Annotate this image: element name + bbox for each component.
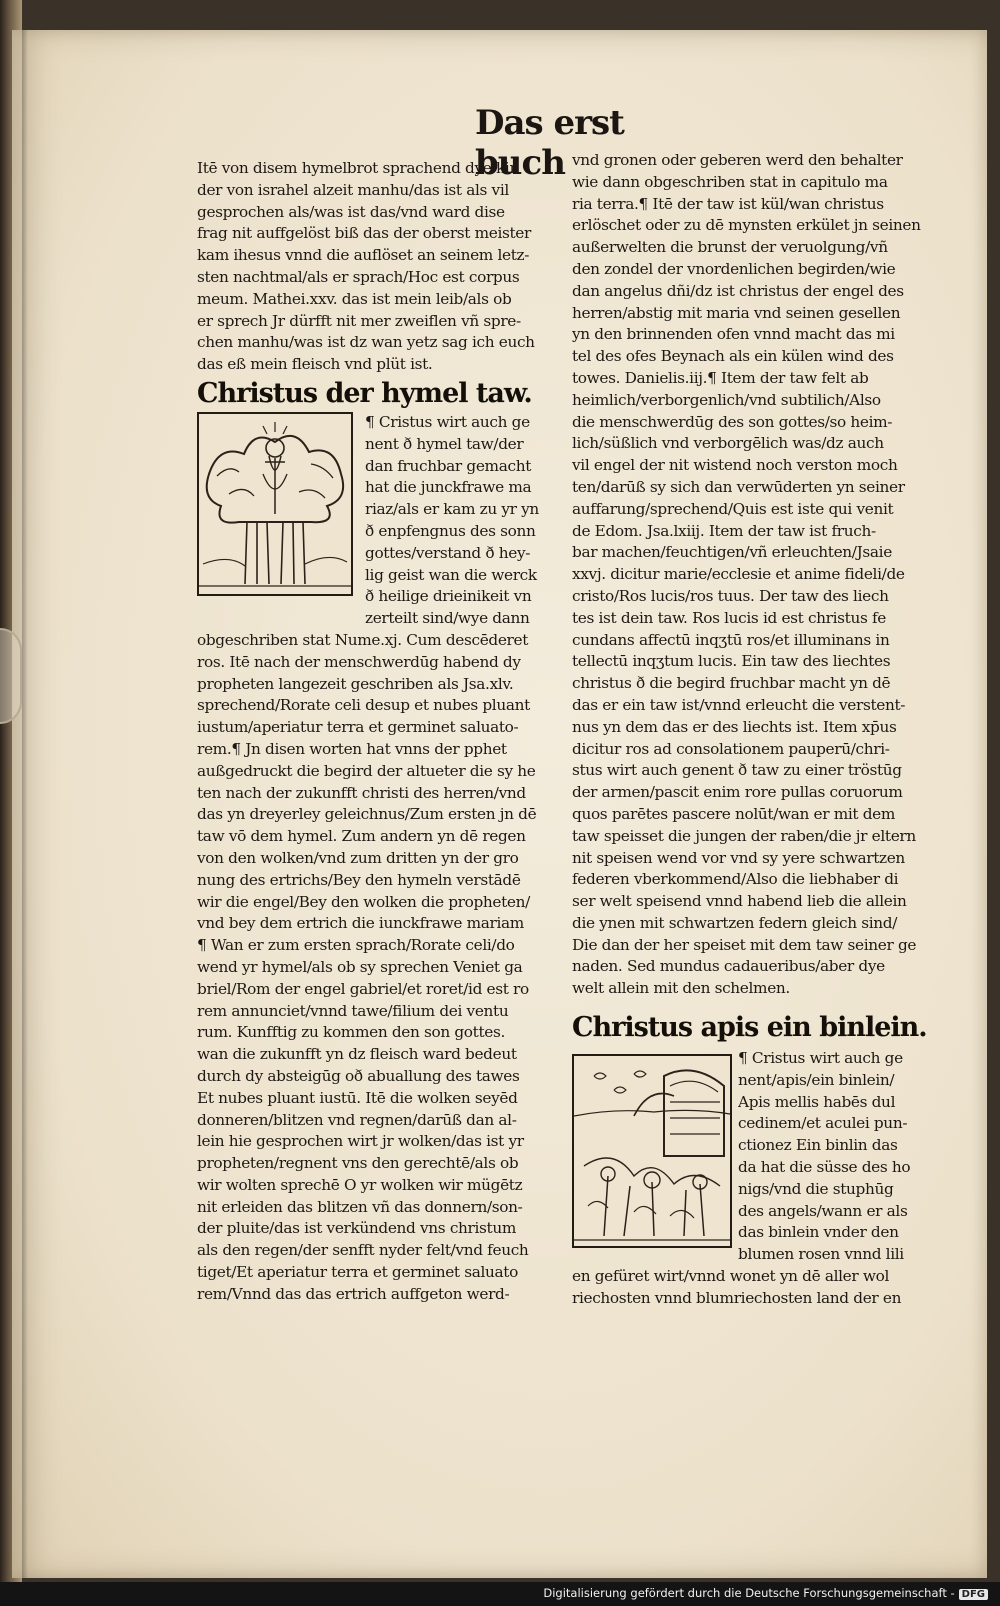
text-line: vnd gronen oder geberen werd den behalter	[572, 151, 903, 169]
text-line: außgedruckt die begird der altueter die sy he	[197, 761, 536, 780]
text-line: vnd bey dem ertrich die iunckfrawe mariam	[197, 914, 524, 933]
left-text-top	[197, 158, 549, 376]
text-line: das binlein vnder den	[738, 1223, 899, 1242]
text-line: ¶ Cristus wirt auch ge	[365, 412, 530, 431]
left-figure-lines	[365, 412, 551, 630]
text-line: obgeschriben stat Nume.xj. Cum descēderet	[197, 630, 529, 649]
text-line: durch dy absteigūg oð abuallung des tawes	[197, 1066, 520, 1085]
text-line: dan angelus dñi/dz ist christus der engel des	[572, 281, 904, 300]
text-line: nent ð hymel taw/der	[365, 434, 524, 453]
text-line: des angels/wann er als	[738, 1201, 908, 1220]
text-line: der pluite/das ist verkündend vns christum	[197, 1219, 516, 1238]
text-line: cundans affectū inqʒtū ros/et illuminans in	[572, 630, 890, 649]
text-line: rem annunciet/vnnd tawe/filium dei ventu	[197, 1001, 509, 1020]
text-line: als den regen/der senfft nyder felt/vnd feuch	[197, 1241, 529, 1260]
text-line: cristo/Ros lucis/ros tuus. Der taw des liech	[572, 586, 889, 605]
text-line: chen manhu/was ist dz wan yetz sag ich euch	[197, 333, 535, 352]
text-line: kam ihesus vnnd die auflöset an seinem letz-	[197, 246, 530, 265]
text-line: propheten/regnent vns den gerechtē/als ob	[197, 1154, 519, 1173]
text-line: ten nach der zukunfft christi des herren/vnd	[197, 783, 526, 802]
text-line: tel des ofes Beynach als ein külen wind des	[572, 347, 894, 366]
text-line: Die dan der her speiset mit dem taw seiner ge	[572, 935, 917, 954]
text-line: tellectū inqʒtum lucis. Ein taw des liechtes	[572, 652, 891, 671]
text-line: nit speisen wend vor vnd sy yere schwartzen	[572, 848, 905, 867]
text-line: stus wirt auch genent ð taw zu einer tröstūg	[572, 761, 902, 780]
text-line: das er ein taw ist/vnnd erleucht die verstent-	[572, 695, 906, 714]
text-line: propheten langezeit geschriben als Jsa.xlv.	[197, 674, 514, 693]
text-line: naden. Sed mundus cadaueribus/aber dye	[572, 957, 885, 976]
text-line: vil engel der nit wistend noch verston moch	[572, 456, 898, 475]
text-line: quos parētes pascere nolūt/wan er mit dem	[572, 804, 896, 823]
text-line: ¶ Cristus wirt auch ge	[738, 1049, 903, 1068]
text-line: federen vberkommend/Also die liebhaber di	[572, 870, 899, 889]
text-line: en gefüret wirt/vnnd wonet yn dē aller wol	[572, 1267, 890, 1286]
woodcut-christ-dew	[197, 412, 353, 596]
text-line: Itē von disem hymelbrot sprachend dye kin	[197, 159, 519, 177]
text-line: ser welt speisend vnnd habend lieb die allein	[572, 892, 907, 911]
text-line: herren/abstig mit maria vnd seinen gesellen	[572, 303, 901, 322]
woodcut-bee	[572, 1054, 732, 1248]
text-line: riechosten vnnd blumriechosten land der en	[572, 1288, 902, 1307]
text-line: nent/apis/ein binlein/	[738, 1070, 895, 1089]
text-line: briel/Rom der engel gabriel/et roret/id est ro	[197, 979, 529, 998]
left-column	[197, 158, 549, 1306]
right-column	[572, 150, 927, 1310]
text-line: erlöschet oder zu dē mynsten erkület jn seinen	[572, 216, 921, 235]
text-line: welt allein mit den schelmen.	[572, 979, 790, 998]
text-line: heimlich/verborgenlich/vnd subtilich/Also	[572, 390, 881, 409]
text-line: da hat die süsse des ho	[738, 1158, 911, 1177]
text-line: ð heilige drieinikeit vn	[365, 587, 532, 606]
text-line: dicitur ros ad consolationem pauperū/chri-	[572, 739, 890, 758]
text-line: donneren/blitzen vnd regnen/darūß dan al-	[197, 1110, 517, 1129]
text-line: Apis mellis habēs dul	[738, 1092, 896, 1111]
text-line: meum. Mathei.xxv. das ist mein leib/als ob	[197, 289, 512, 308]
text-line: ria terra.¶ Itē der taw ist kül/wan christus	[572, 194, 884, 213]
text-line: rem.¶ Jn disen worten hat vnns der pphet	[197, 739, 507, 758]
text-line: die menschwerdūg des son gottes/so heim-	[572, 412, 893, 431]
right-text-bottom	[572, 1266, 924, 1310]
text-line: der von israhel alzeit manhu/das ist als vil	[197, 180, 509, 199]
section-heading-bee: Christus apis ein binlein.	[572, 1012, 927, 1044]
text-line: xxvj. dicitur marie/ecclesie et anime fideli/de	[572, 565, 905, 584]
text-line: nigs/vnd die stuphūg	[738, 1179, 894, 1198]
right-figure-block	[572, 1048, 924, 1266]
text-line: die ynen mit schwartzen federn gleich sind/	[572, 913, 898, 932]
text-line: ¶ Wan er zum ersten sprach/Rorate celi/do	[197, 936, 515, 955]
text-line: ð enpfengnus des sonn	[365, 521, 536, 540]
text-line: den zondel der vnordenlichen begirden/wie	[572, 259, 896, 278]
text-line: wend yr hymel/als ob sy sprechen Veniet ga	[197, 957, 523, 976]
text-line: gesprochen als/was ist das/vnd ward dise	[197, 202, 505, 221]
text-line: tes ist dein taw. Ros lucis id est christus fe	[572, 608, 887, 627]
text-line: von den wolken/vnd zum dritten yn der gro	[197, 848, 519, 867]
text-line: Et nubes pluant iustū. Itē die wolken seyēd	[197, 1088, 518, 1107]
left-figure-block	[197, 412, 549, 630]
running-head: Das erst buch	[475, 103, 624, 183]
section-heading-dew: Christus der hymel taw.	[197, 377, 532, 409]
text-line: lich/süßlich vnd verborgēlich was/dz auch	[572, 434, 884, 453]
text-line: tiget/Et aperiatur terra et germinet saluato	[197, 1263, 518, 1282]
right-text-top	[572, 150, 924, 1000]
page-gutter-shadow	[22, 30, 28, 1578]
text-line: außerwelten die brunst der veruolgung/vñ	[572, 238, 888, 257]
text-line: yn den brinnenden ofen vnnd macht das mi	[572, 325, 895, 344]
text-line: rum. Kunfftig zu kommen den son gottes.	[197, 1023, 505, 1042]
text-line: blumen rosen vnnd lili	[738, 1245, 904, 1264]
text-line: lein hie gesprochen wirt jr wolken/das ist yr	[197, 1132, 524, 1151]
footer-bar	[0, 1582, 1000, 1606]
text-line: lig geist wan die werck	[365, 565, 537, 584]
text-line: nit erleiden das blitzen vñ das donnern/son-	[197, 1197, 523, 1216]
text-line: nus yn dem das er des liechts ist. Item xp̄us	[572, 717, 897, 736]
text-line: wie dann obgeschriben stat in capitulo ma	[572, 172, 888, 191]
text-line: der armen/pascit enim rore pullas coruorum	[572, 783, 903, 802]
text-line: taw speisset die jungen der raben/die jr eltern	[572, 826, 916, 845]
footer-credit-text: Digitalisierung gefördert durch die Deutsche Forschungsgemeinschaft -	[543, 1586, 955, 1600]
text-line: ten/darūß sy sich dan verwūderten yn seiner	[572, 477, 905, 496]
text-line: nung des ertrichs/Bey den hymeln verstādē	[197, 870, 521, 889]
page-clip	[0, 628, 22, 724]
dfg-logo: DFG	[959, 1589, 988, 1600]
text-line: taw vō dem hymel. Zum andern yn dē regen	[197, 827, 526, 846]
text-line: dan fruchbar gemacht	[365, 456, 531, 475]
text-line: wir die engel/Bey den wolken die propheten/	[197, 892, 530, 911]
text-line: sprechend/Rorate celi desup et nubes pluant	[197, 696, 530, 715]
text-line: das yn dreyerley geleichnus/Zum ersten jn dē	[197, 805, 537, 824]
text-line: sten nachtmal/als er sprach/Hoc est corpus	[197, 267, 520, 286]
text-line: bar machen/feuchtigen/vñ erleuchten/Jsaie	[572, 543, 892, 562]
text-line: zerteilt sind/wye dann	[365, 609, 530, 628]
text-line: das eß mein fleisch vnd plüt ist.	[197, 355, 433, 374]
text-line: frag nit auffgelöst biß das der oberst meister	[197, 224, 531, 243]
left-text-bottom	[197, 630, 549, 1306]
text-line: iustum/aperiatur terra et germinet saluato-	[197, 718, 519, 737]
text-line: wir wolten sprechē O yr wolken wir mügētz	[197, 1175, 523, 1194]
text-line: wan die zukunfft yn dz fleisch ward bedeut	[197, 1045, 517, 1064]
footer-credit	[543, 1586, 988, 1600]
text-line: ctionez Ein binlin das	[738, 1136, 898, 1155]
text-line: rem/Vnnd das das ertrich auffgeton werd-	[197, 1284, 510, 1303]
text-line: er sprech Jr dürfft nit mer zweiflen vñ spre-	[197, 311, 521, 330]
text-line: gottes/verstand ð hey-	[365, 543, 531, 562]
text-line: hat die junckfrawe ma	[365, 478, 532, 497]
text-line: christus ð die begird fruchbar macht yn dē	[572, 674, 891, 693]
beehive-bees-woodcut	[574, 1056, 730, 1246]
text-line: de Edom. Jsa.lxiij. Item der taw ist fruch-	[572, 521, 876, 540]
text-line: cedinem/et aculei pun-	[738, 1114, 908, 1133]
text-line: ros. Itē nach der menschwerdūg habend dy	[197, 652, 521, 671]
right-figure-lines	[738, 1048, 928, 1266]
text-line: riaz/als er kam zu yr yn	[365, 500, 539, 519]
christ-in-dew-cloud-woodcut	[199, 414, 351, 594]
text-line: towes. Danielis.iij.¶ Item der taw felt ab	[572, 368, 869, 387]
text-line: auffarung/sprechend/Quis est iste qui venit	[572, 499, 894, 518]
